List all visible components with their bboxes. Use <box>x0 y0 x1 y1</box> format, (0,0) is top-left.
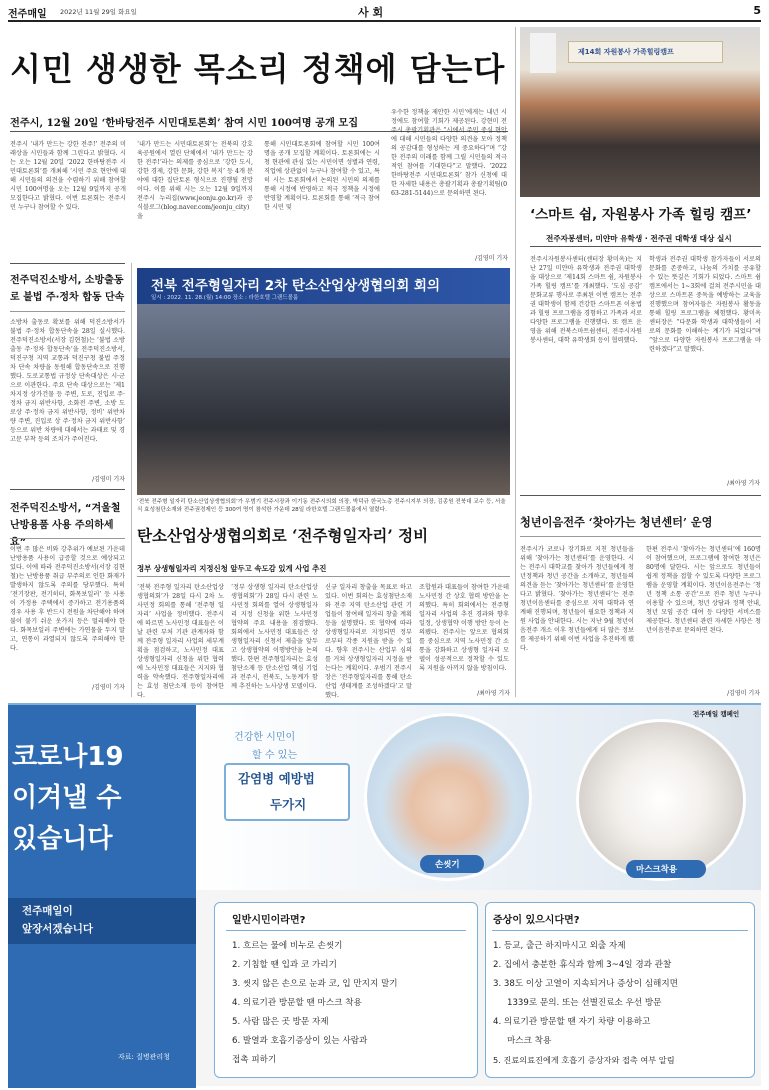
covid-intro-line-2: 할 수 있는 <box>252 750 297 761</box>
fire-headline-rule <box>10 311 125 312</box>
covid-title-line-2: 이겨낼 수 <box>12 783 122 813</box>
youth-top-rule <box>520 495 761 496</box>
covid-general-list <box>232 937 472 1070</box>
camp-headline: ‘스마트 쉼, 자원봉사 가족 힐링 캠프’ <box>530 207 752 223</box>
divider-left <box>131 263 132 697</box>
general-tip-6-cont: 접촉 피하기 <box>232 1055 277 1065</box>
meeting-photo <box>137 268 510 495</box>
symptom-tip-4-cont: 마스크 착용 <box>507 1036 552 1046</box>
carbon-column-3: 신규 일자리 창출을 목표로 하고 있다. 이번 회의는 효성첨단소재와 전주 지역 탄소산업 관련 기업들이 참여해 일자리 창출 계획 등을 설명했다. 또 협약에 따라 상생형일자리로 지정되면 정부로부터 각종 지원을 받을 수 있다. 향후 전주시는 산업부 심의를 거쳐 상생형일자리 지정을 받는다는 계획이다. 우범기 전주시장은 ‘전주형일자리를 통해 탄소산업 생태계를 조성하겠다’고 말했다. <box>325 584 412 699</box>
symptom-tip-2: 2. 집에서 충분한 휴식과 함께 3~4일 경과 관찰 <box>493 960 672 970</box>
heat-headline-rule <box>10 538 125 539</box>
mask-tag-text: 마스크착용 <box>636 865 678 875</box>
general-tip-6: 6. 발열과 호흡기증상이 있는 사람과 <box>232 1036 368 1046</box>
meeting-crowd <box>137 358 510 495</box>
lead-column-2: ‘내가 만드는 시민대토론회’는 전북의 강호 육공원에서 열린 단체에서 ‘내가 만드는 강한 전주!’라는 의제를 중심으로 ‘강한 도시, 강한 경제, 강한 문화, 강한 복지’ 등 4개 분야에 대한 집단토론 형식으로 진행될 전망이다. 이를 위해 시는 오는 12월 9일까지 전주시 누리집(www.jeonju.go.kr)과 공식블로그(blog.naver.com/jeonju_city)을 <box>137 141 253 220</box>
camp-photo <box>520 27 760 197</box>
lead-column-4: 우수한 정책을 제안한 시민’에게는 내년 시정에도 참여할 기회가 제공된다. 강현미 전주시 총괄기획관은 “시에서 주민 중심 현안에 대해 시민들의 다양한 의견을 모아 정책의 공감대를 형성하는 게 중요하다”며 “강한 전주의 미래를 함께 그릴 시민들의 적극적인 참여를 기대한다”고 말했다. ‘2022 한바탕전주 시민대토론회’ 참가 신청에 대한 자세한 내용은 총괄기획과 총괄기획팀(063-281-5144)으로 문의하면 된다. <box>391 109 507 197</box>
covid-campaign-label: 전주매일 캠페인 <box>693 710 740 718</box>
carbon-subhead: 정부 상생형일자리 지정신청 앞두고 속도감 있게 사업 추진 <box>137 564 327 573</box>
covid-pledge-line-2: 앞장서겠습니다 <box>22 923 94 935</box>
covid-pledge <box>22 902 93 938</box>
youth-column-2: 한편 전주시 ‘찾아가는 청년센터’에 160명이 참여했으며, 프로그램에 참여한 청년은 80명에 달한다. 시는 앞으로도 청년들이 쉽게 정책을 접할 수 있도록 다양한 프로그램을 운영할 계획이다. 청년이음전주는 ‘청년 정책 소통 공간’으로 전주 청년 누구나 이용할 수 있으며, 청년 상담과 정책 안내, 청년 모임 공간 대여 등 다양한 서비스를 제공한다. 청년센터 관련 자세한 사항은 청년이음전주로 문의하면 된다. <box>646 546 761 634</box>
covid-title-line-1: 코로나19 <box>12 742 124 772</box>
page-number: 5 <box>753 4 761 17</box>
fire-byline: /김영미 기자 <box>92 476 125 483</box>
carbon-column-4: 조합원과 대표들이 참여한 가운데 노사민정 간 상호 협력 방안을 논의했다. 특히 회의에서는 전주형 일자리 사업의 추진 경과와 향후 일정, 상생협약 이행 방안 등이 논의됐다. 전주시는 앞으로 협의회를 중심으로 지역 노사민정 간 소통을 강화하고 상생형 일자리 모델이 성공적으로 정착할 수 있도록 지원을 아끼지 않을 방침이다. <box>419 584 509 672</box>
symptom-tip-1: 1. 등교, 출근 하지마시고 외출 자제 <box>493 941 626 951</box>
general-tip-2: 2. 기침할 땐 입과 코 가리기 <box>232 960 337 970</box>
carbon-subhead-rule <box>137 576 510 577</box>
camp-photo-flag <box>530 33 556 73</box>
covid-intro-line-1: 건강한 시민이 <box>234 732 296 743</box>
lead-column-3: 통해 시민대토론회에 참여할 시민 100여 명을 공개 모집할 계획이다. 토론회에는 시청 현관에 관심 있는 시민이면 성별과 연령, 직업에 상관없이 누구나 참여할 수 있고, 특히 시는 토론회에서 논의된 시민의 의제를 통해 시정에 반영하고 적극 정책을 시정에 반영할 계획이다. 토론회를 통해 ‘적극 참여한 시민 및 <box>264 141 380 211</box>
meeting-banner-text: 전북 전주형일자리 2차 탄소산업상생협의회 회의 <box>151 278 441 294</box>
covid-title-line-3: 있습니다 <box>12 824 113 854</box>
covid-box-title: 감염병 예방법 <box>238 771 315 786</box>
lead-byline: /김영미 기자 <box>475 255 508 262</box>
carbon-headline: 탄소산업상생협의회로 ‘전주형일자리’ 정비 <box>137 526 429 545</box>
covid-source: 자료: 질병관리청 <box>118 1053 170 1061</box>
covid-symptom-title-rule <box>492 930 748 931</box>
camp-column-2: 학생과 전주권 대학생 참가자들이 서로의 문화를 존중하고, 나눔의 가치를 공유할 수 있는 뜻깊은 기회가 되었다. 스마트 쉼 캠프에서는 1~3회에 걸쳐 전주시민을 대상으로 스마트폰 중독을 예방하는 교육을 진행했으며 참여자들은 자원봉사 활동을 통해 힐링 프로그램을 체험했다. 황미옥 센터장은 “다문화 학생과 대학생들이 서로의 문화를 이해하는 계기가 되었다”며 “앞으로 다양한 자원봉사 프로그램을 마련하겠다”고 말했다. <box>649 256 761 353</box>
carbon-column-2: ‘정부 상생형 일자리 탄소산업상생협의회’가 28일 다시 관련 노사민정 회의를 열어 상생형일자리 지정 신청을 위한 노사민정 협약의 주요 내용을 점검했다. 회의에서 노사민정 대표들은 상생형일자리 신청서 제출을 앞두고 상생협약의 이행방안을 논의했다. 한편 전주형일자리는 효성첨단소재 등 탄소산업 핵심 기업과 전주시, 전북도, 노동계가 함께 추진하는 노사상생 모델이다. <box>231 584 318 690</box>
general-tip-3: 3. 씻지 않은 손으로 눈과 코, 입 만지지 말기 <box>232 979 398 989</box>
meeting-caption: ‘전북 전주형 일자리 탄소산업상생협의회’가 우범기 전주시장과 이기동 전주시의회 의장, 박덕규 한국노총 전주시지부 의장, 김종원 전북대 교수 등, 서울식 효성첨단소재와 전주권경제인 등 300여 명이 참석한 가운데 28일 라한호텔 그랜드볼룸에서 열렸다. <box>137 499 506 513</box>
general-tip-1: 1. 흐르는 물에 비누로 손씻기 <box>232 941 343 951</box>
carbon-byline: /최아영 기자 <box>477 690 510 697</box>
youth-byline: /김영미 기자 <box>727 690 760 697</box>
general-tip-4: 4. 의료기관 방문할 땐 마스크 착용 <box>232 998 362 1008</box>
camp-subhead-rule <box>530 246 761 247</box>
youth-headline-rule <box>520 536 761 537</box>
general-tip-5: 5. 사람 많은 곳 방문 자제 <box>232 1017 329 1027</box>
heat-byline: /김영미 기자 <box>92 684 125 691</box>
covid-symptom-title: 증상이 있으시다면? <box>493 915 580 926</box>
camp-column-1: 전주시자원봉사센터(센터장 황미옥)는 지난 27일 미얀마 유학생과 전주권 대학생을 대상으로 ‘제14회 스마트 쉼, 자원봉사 가족 힐링 캠프’를 개최했다. ‘도심 공감’ 문화교류 행사로 주최된 이번 캠프는 전주권 대학생이 함께 건강한 스마트폰 이용법과 힐링 프로그램을 경험하고 가족과 서로 다양한 프로그램을 진행했다. 또 캠프 운영을 위해 전북스마트쉼센터, 전주시자원봉사센터, 대학 유학생회 등이 협력했다. <box>530 256 642 344</box>
covid-symptom-list <box>493 937 755 1070</box>
issue-date: 2022년 11월 29일 화요일 <box>60 8 137 16</box>
camp-byline: /최아영 기자 <box>727 480 760 487</box>
heat-body: 이번 주 많은 비와 강추위가 예보된 가운데 난방용품 사용이 급증할 것으로 예상되고 있다. 이에 따라 전주덕진소방서(서장 김현철)는 난방용품 취급 부주의로 인한 화재가 발생하지 않도록 주의를 당부했다. 특히 ‘전기장판, 전기히터, 화목보일러’ 등 사용이 가정용 주택에서 증가하고 전기용품의 경우 사용 후 반드시 전원을 차단해야 하며 불이 붙기 쉬운 옷가지 등은 멀리해야 한다. 화목보일러 주변에는 가연물을 두지 말고, 연통이 과열되지 않도록 주의해야 한다. <box>10 546 125 652</box>
carbon-column-1: ‘전북 전주형 일자리 탄소산업상생협의회’가 28일 다시 2차 노사민정 회의를 통해 ‘전주형 일자리’ 사업을 정비했다. 전주시에 따르면 노사민정 대표들은 이날 관련 부처 기관 관계자와 함께 전주형 일자리 사업의 세부계획을 점검하고, 노사민정 대표 상생형일자리 신청을 위한 협력에 노사민정 대표들은 지지와 협력을 약속했다. 전주형일자리에는 효성 첨단소재 등이 참여한다. <box>137 584 224 699</box>
covid-pledge-line-1: 전주매일이 <box>22 905 73 917</box>
lead-headline: 시민 생생한 목소리 정책에 담는다 <box>10 50 506 88</box>
youth-headline: 청년이음전주 ‘찾아가는 청년센터’ 운영 <box>520 515 713 529</box>
fire-headline: 전주덕진소방서, 소방출동로 불법 주·정차 합동 단속 <box>10 275 125 303</box>
masthead <box>8 2 761 20</box>
covid-general-title-rule <box>226 930 466 931</box>
divider-right <box>515 27 516 697</box>
symptom-tip-5: 5. 진료의료진에게 호흡기 증상자와 접촉 여부 알림 <box>493 1055 675 1065</box>
paper-name: 전주매일 <box>8 9 47 20</box>
fire-body: 소방차 출동로 확보를 위해 덕진소방서가 불법 주·정차 합동단속을 28일 실시했다. 전주덕진소방서(서장 김현철)는 ‘불법 소방출동 주·정차 합동단속’을 전주덕진소방서, 덕진구청 지역 교통과 덕진구청 불법 주정차 단속 차량을 동원해 합동단속으로 진행했다. 도로교통법 규정상 단속대상은 시·군으로 이관한다. 주요 단속 대상으로는 ‘제1차지정 상가건물 등 주변, 도로, 진입로 주·정차 금지 위반사항, 소화전 주변, 소방 도로상 주·정차 금지 위반사항, 정비’ 위반차량 주변, 진입로 상 주·정차 금지 위반사항’ 등으로 위반 차량에 대해서는 과태료 및 경고문 부착 등의 조치가 주어진다. <box>10 319 125 443</box>
heat-top-rule <box>10 489 125 490</box>
hand-wash-tag-text: 손씻기 <box>435 860 460 870</box>
lead-column-1: 전주시 ‘내가 만드는 강한 전주!’ 전주의 미래상을 시민들과 함께 그린다고 밝혔다. 시는 오는 12월 20일 ‘2022 한바탕전주 시민대토론회’를 개최해 ‘시민 주요 현안에 대해 시민들의 의견을 수렴하기 위해 참여할 시민 100여명을 오는 12월 9일까지 공개 모집한다고 밝혔다. 이번 토론회는 전주시민 누구나 참여할 수 있다. <box>10 141 126 211</box>
symptom-tip-3: 3. 38도 이상 고열이 지속되거나 증상이 심해지면 <box>493 979 678 989</box>
fire-top-rule <box>10 263 125 264</box>
youth-column-1: 전주시가 코로나 장기화로 지친 청년들을 위해 ‘찾아가는 청년센터’를 운영한다. 시는 전주시 대학교를 찾아가 청년들에게 청년정책과 청년 공간을 소개하고, 청년들의 의견을 듣는 ‘찾아가는 청년센터’를 운영한다고 밝혔다. ‘찾아가는 청년센터’는 전주 청년이음센터를 중심으로 지역 대학과 연계해 진행되며, 청년들이 필요한 정책과 지원 사업을 안내한다. 시는 지난 9월 청년이음전주 개소 이후 청년들에게 더 많은 정보를 제공하기 위해 이번 사업을 추진하게 됐다. <box>520 546 634 652</box>
camp-photo-banner-text: 제14회 자원봉사 가족힐링캠프 <box>578 48 674 56</box>
covid-ad <box>8 703 761 1086</box>
covid-general-title: 일반시민이라면? <box>232 915 306 926</box>
covid-big-title <box>12 737 196 860</box>
mask-illustration <box>576 719 746 881</box>
symptom-tip-3-cont: 1339로 문의. 또는 선별진료소 우선 방문 <box>507 998 662 1008</box>
meeting-banner-sub: 일시 : 2022. 11. 28.(월) 14:00 장소 : 라한호텔 그랜드볼룸 <box>151 295 299 301</box>
covid-box-title-2: 두가지 <box>270 797 307 812</box>
symptom-tip-4: 4. 의료기관 방문할 땐 자기 차량 이용하고 <box>493 1017 651 1027</box>
camp-subhead: 전주자봉센터, 미얀마 유학생 · 전주권 대학생 대상 실시 <box>546 234 732 243</box>
section-name: 사 회 <box>358 6 384 19</box>
heat-headline: 전주덕진소방서, “겨울철 난방용품 사용 주의하세요” <box>10 503 121 548</box>
covid-left-panel <box>8 705 196 1088</box>
masthead-rule <box>8 20 761 22</box>
lead-subhead: 전주시, 12월 20일 ‘한바탕전주 시민대토론회’ 참여 시민 100여명 공개 모집 <box>10 117 359 129</box>
